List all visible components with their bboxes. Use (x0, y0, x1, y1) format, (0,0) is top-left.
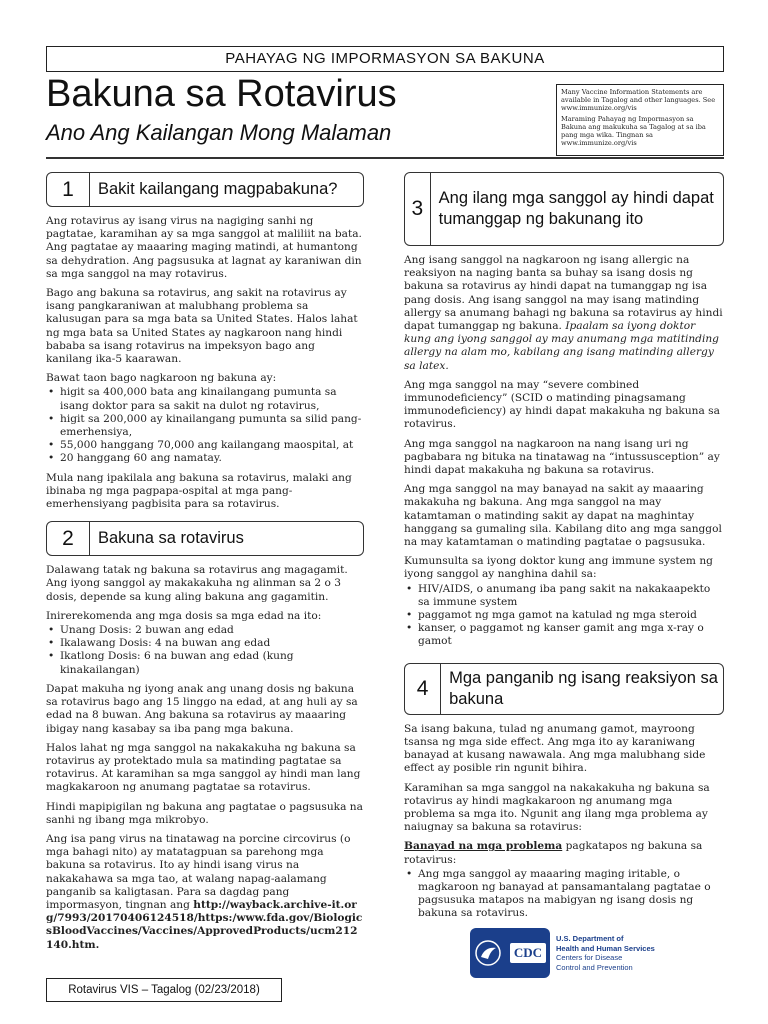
list-item: • Ikalawang Dosis: 4 na buwan ang edad (46, 637, 364, 650)
mild-problems-text: pagkatapos ng bakuna sa rotavirus: (404, 840, 703, 866)
section-1-paragraph: Bawat taon bago nagkaroon ng bakuna ay: (46, 372, 277, 385)
section-4-title: Mga panganib ng isang reaksiyon sa bakuna (449, 668, 718, 708)
section-2-paragraph (46, 833, 364, 952)
cdc-badge (470, 928, 550, 978)
list-item: • Ang mga sanggol ay maaaring maging iritable, o magkaroon ng banayad at pansamantalang pagtatae o pagsusuka matapos na mabigyan ng isang dosis ng bakuna sa rotavirus. (404, 868, 724, 921)
list-item: • Ikatlong Dosis: 6 na buwan ang edad (kung kinakailangan) (46, 650, 364, 676)
right-column (404, 172, 724, 927)
section-2-title: Bakuna sa rotavirus (98, 529, 244, 548)
section-4-list (404, 868, 724, 921)
section-3-list (404, 583, 724, 649)
section-3-paragraph: Ang mga sanggol na nagkaroon na nang isang uri ng pagbabara ng bituka na tinatawag na “intussusception” ay hindi dapat makakuha ng bakuna sa rotavirus. (404, 437, 720, 477)
header-divider (46, 157, 724, 159)
list-item: • 55,000 hanggang 70,000 ang kailangang maospital, at (46, 439, 364, 452)
section-2-paragraph-text: Ang isa pang virus na tinatawag na porcine circovirus (o mga bahagi nito) ay matatagpuan sa parehong mga bakuna sa rotavirus. Ito ay hindi isang virus na nakakahawa sa mga tao, at walang napag-aalamang panganib sa kaligtasan. Para sa dagdag pang impormasyon, tingnan ang (46, 832, 351, 911)
section-4-paragraph: Sa isang bakuna, tulad ng anumang gamot, mayroong tsansa ng mga side effect. Ang mga ito ay karaniwang banayad at kusang nawawala. Ang mga malubhang side effect ay posible rin ngunit bihira. (404, 722, 706, 775)
list-item: • HIV/AIDS, o anumang iba pang sakit na nakakaapekto sa immune system (404, 583, 724, 609)
list-item: • paggamot ng mga gamot na katulad ng mga steroid (404, 609, 724, 622)
language-note (556, 84, 724, 156)
section-3-italic-note: Ipaalam sa iyong doktor kung ang iyong sanggol ay may anumang mga matitinding allergy na alam mo, kabilang ang isang matinding allergy sa latex. (404, 320, 719, 372)
cdc-mark (510, 943, 546, 963)
footer-version-label: Rotavirus VIS – Tagalog (02/23/2018) (46, 978, 282, 1002)
language-note-tagalog: Maraming Pahayag ng Impormasyon sa Bakuna ang makukuha sa Tagalog at sa iba pang mga wika. Tingnan sa www.immunize.org/vis (561, 115, 706, 147)
list-item: • higit sa 200,000 ay kinailangang pumunta sa silid pang-emerhensiya, (46, 413, 364, 439)
hhs-line-4: Control and Prevention (556, 962, 633, 972)
section-1-header (46, 172, 364, 207)
section-3-paragraph: Ang mga sanggol na may banayad na sakit ay maaaring makakuha ng bakuna. Ang mga sanggol na may katamtaman o matinding sakit ay dapat na maghintay hanggang sa gumaling sila. Kabilang dito ang mga sanggol na may katamtaman o matinding pagtatae o pagsusuka. (404, 483, 722, 549)
section-1-paragraph: Bago ang bakuna sa rotavirus, ang sakit na rotavirus ay isang pangkaraniwan at malubhang problema sa kalusugan para sa mga bata sa United States. Halos lahat ng mga bata sa United States ay nagkaroon nang hindi bababa sa isang rotavirus na impeksyon bago ang kanilang ika-5 kaarawan. (46, 287, 358, 366)
section-3-title: Ang ilang mga sanggol ay hindi dapat tumanggap ng bakunang ito (438, 189, 714, 228)
cdc-mark-text: CDC (513, 945, 543, 960)
list-item: • 20 hanggang 60 ang namatay. (46, 452, 364, 465)
section-2-number: 2 (47, 522, 90, 555)
section-4-paragraph (404, 840, 724, 866)
section-2-paragraph: Dapat makuha ng iyong anak ang unang dosis ng bakuna sa rotavirus bago ang 15 linggo na edad, at ang huli ay sa edad na 8 buwan. Ang bakuna sa rotavirus ay maaaring ibigay nang kasabay sa iba pang mga bakuna. (46, 682, 358, 735)
section-4-header (404, 663, 724, 715)
hhs-eagle-icon (474, 939, 502, 967)
hhs-line-2: Health and Human Services (556, 943, 655, 953)
section-1-paragraph: Mula nang ipakilala ang bakuna sa rotavirus, malaki ang ibinaba ng mga pagpapa-ospital at mga pang-emerhensiyang pagbisita para sa rotavirus. (46, 471, 352, 511)
section-2-paragraph: Dalawang tatak ng bakuna sa rotavirus ang magagamit. Ang iyong sanggol ay makakakuha ng alinman sa 2 o 3 dosis, depende sa kung aling bakuna ang gagamitin. (46, 564, 348, 603)
section-3-paragraph: Kumunsulta sa iyong doktor kung ang immune system ng iyong sanggol ay nanghina dahil sa: (404, 555, 713, 581)
section-2-header (46, 521, 364, 556)
section-3-header (404, 172, 724, 246)
hhs-text (556, 934, 655, 972)
hhs-line-3: Centers for Disease (556, 953, 623, 962)
section-3-paragraph-text: Ang isang sanggol na nagkaroon ng isang allergic na reaksiyon na naging banta sa buhay sa isang dosis ng bakuna sa rotavirus ay hindi dapat na tumanggap ng isa pang dosis. Ang isang sanggol na may isang matinding allergy sa anumang bahagi ng bakuna sa rotavirus ay hindi dapat tumanggap ng bakuna. (404, 254, 723, 333)
document-title: Bakuna sa Rotavirus (46, 73, 397, 115)
section-3-number: 3 (405, 173, 431, 245)
fda-link[interactable]: http://wayback.archive-it.org/7993/20170406124518/https:/www.fda.gov/BiologicsBloodVaccines/Vaccines/ApprovedProducts/ucm212140.htm. (46, 898, 363, 951)
section-1-number: 1 (47, 173, 90, 206)
section-1-list (46, 386, 364, 465)
list-item: • higit sa 400,000 bata ang kinailangang pumunta sa isang doktor para sa sakit na dulot ng rotavirus, (46, 386, 364, 412)
list-item: • kanser, o paggamot ng kanser gamit ang mga x-ray o gamot (404, 622, 724, 648)
document-subtitle: Ano Ang Kailangan Mong Malaman (46, 120, 392, 145)
list-item: • Unang Dosis: 2 buwan ang edad (46, 624, 364, 637)
document-banner: PAHAYAG NG IMPORMASYON SA BAKUNA (46, 46, 724, 72)
hhs-line-1: U.S. Department of (556, 934, 624, 943)
section-2-paragraph: Halos lahat ng mga sanggol na nakakakuha ng bakuna sa rotavirus ay protektado mula sa matinding pagtatae sa rotavirus. At karamihan sa mga sanggol ay hindi man lang magkakaroon ng anumang pagtatae sa rotavirus. (46, 741, 361, 794)
left-column (46, 172, 364, 958)
section-1-paragraph: Ang rotavirus ay isang virus na nagiging sanhi ng pagtatae, karamihan ay sa mga sanggol at maliliit na bata. Ang pagtatae ay maaaring maging matindi, at humantong sa dehydration. Ang pagsusuka at lagnat ay karaniwan din sa mga sanggol na may rotavirus. (46, 215, 362, 280)
section-4-paragraph: Karamihan sa mga sanggol na nakakakuha ng bakuna sa rotavirus ay hindi magkakaroon ng anumang mga problema sa mga ito. Ngunit ang ilang mga problema ay naiugnay sa bakuna sa rotavirus: (404, 781, 710, 834)
section-2-paragraph: Hindi mapipigilan ng bakuna ang pagtatae o pagsusuka na sanhi ng ibang mga mikrobyo. (46, 800, 363, 826)
language-note-english: Many Vaccine Information Statements are available in Tagalog and other languages. See www.immunize.org/vis (561, 88, 716, 112)
section-2-list (46, 624, 364, 677)
cdc-hhs-logo (470, 928, 655, 978)
mild-problems-label: Banayad na mga problema (404, 840, 563, 853)
section-1-title: Bakit kailangang magpabakuna? (98, 180, 338, 198)
section-4-number: 4 (405, 664, 441, 714)
section-2-paragraph: Inirerekomenda ang mga dosis sa mga edad na ito: (46, 609, 322, 622)
section-3-paragraph: Ang mga sanggol na may “severe combined immunodeficiency” (SCID o matinding pinagsamang immunodeficiency) ay hindi dapat makakuha ng bakuna sa rotavirus. (404, 378, 720, 431)
section-3-paragraph (404, 254, 724, 373)
